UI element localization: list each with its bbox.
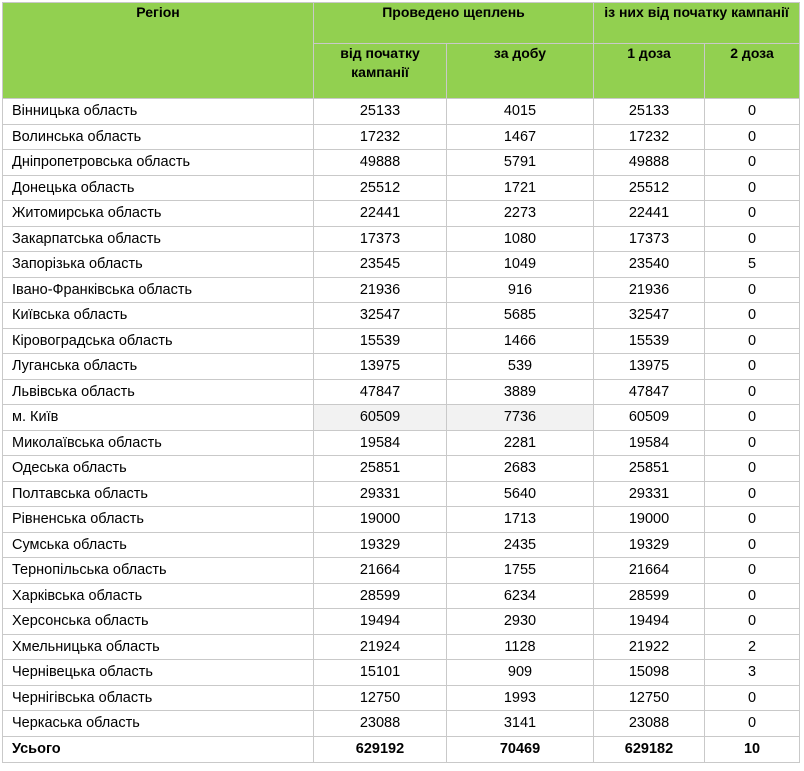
cell-dose-1: 21936 [594, 277, 705, 303]
table-body [3, 99, 800, 737]
cell-dose-1: 47847 [594, 379, 705, 405]
total-per-day: 70469 [447, 736, 594, 762]
cell-region: Кіровоградська область [3, 328, 314, 354]
cell-per-day: 4015 [447, 99, 594, 125]
cell-per-day: 2281 [447, 430, 594, 456]
table-row [3, 430, 800, 456]
cell-dose-2: 0 [705, 303, 800, 329]
cell-dose-1: 12750 [594, 685, 705, 711]
cell-dose-2: 0 [705, 558, 800, 584]
table-row [3, 175, 800, 201]
cell-dose-1: 22441 [594, 201, 705, 227]
cell-region: Харківська область [3, 583, 314, 609]
cell-region: Луганська область [3, 354, 314, 380]
cell-per-day: 1721 [447, 175, 594, 201]
total-since-start: 629192 [314, 736, 447, 762]
cell-dose-2: 5 [705, 252, 800, 278]
cell-per-day: 5791 [447, 150, 594, 176]
cell-region: м. Київ [3, 405, 314, 431]
table-row [3, 660, 800, 686]
cell-dose-2: 0 [705, 481, 800, 507]
cell-per-day: 3141 [447, 711, 594, 737]
cell-region: Запорізька область [3, 252, 314, 278]
cell-region: Чернігівська область [3, 685, 314, 711]
cell-since-start: 25851 [314, 456, 447, 482]
total-dose-1: 629182 [594, 736, 705, 762]
cell-since-start: 17373 [314, 226, 447, 252]
header-region: Регіон [3, 3, 314, 99]
cell-since-start: 23088 [314, 711, 447, 737]
cell-since-start: 25133 [314, 99, 447, 125]
cell-region: Івано-Франківська область [3, 277, 314, 303]
cell-region: Тернопільська область [3, 558, 314, 584]
cell-since-start: 15101 [314, 660, 447, 686]
cell-region: Одеська область [3, 456, 314, 482]
header-dose-1: 1 доза [594, 44, 705, 99]
cell-dose-2: 0 [705, 532, 800, 558]
cell-dose-2: 0 [705, 175, 800, 201]
cell-region: Миколаївська область [3, 430, 314, 456]
cell-per-day: 3889 [447, 379, 594, 405]
table-row [3, 99, 800, 125]
header-per-day: за добу [447, 44, 594, 99]
cell-dose-2: 0 [705, 405, 800, 431]
cell-per-day: 2273 [447, 201, 594, 227]
table-row [3, 685, 800, 711]
cell-per-day: 1755 [447, 558, 594, 584]
cell-dose-2: 0 [705, 711, 800, 737]
table-row [3, 456, 800, 482]
cell-dose-1: 19329 [594, 532, 705, 558]
cell-per-day: 7736 [447, 405, 594, 431]
cell-dose-1: 19000 [594, 507, 705, 533]
cell-dose-1: 25133 [594, 99, 705, 125]
table-row [3, 609, 800, 635]
total-row [3, 736, 800, 762]
cell-per-day: 1713 [447, 507, 594, 533]
header-conducted: Проведено щеплень [314, 3, 594, 44]
total-dose-2: 10 [705, 736, 800, 762]
cell-region: Черкаська область [3, 711, 314, 737]
cell-per-day: 5685 [447, 303, 594, 329]
cell-dose-1: 25851 [594, 456, 705, 482]
cell-per-day: 1080 [447, 226, 594, 252]
cell-dose-1: 32547 [594, 303, 705, 329]
total-region: Усього [3, 736, 314, 762]
cell-per-day: 539 [447, 354, 594, 380]
cell-since-start: 21924 [314, 634, 447, 660]
table-row [3, 124, 800, 150]
cell-region: Закарпатська область [3, 226, 314, 252]
cell-since-start: 17232 [314, 124, 447, 150]
cell-dose-1: 13975 [594, 354, 705, 380]
cell-dose-1: 60509 [594, 405, 705, 431]
table-row [3, 379, 800, 405]
cell-region: Донецька область [3, 175, 314, 201]
cell-dose-2: 0 [705, 201, 800, 227]
cell-per-day: 1466 [447, 328, 594, 354]
cell-per-day: 1049 [447, 252, 594, 278]
cell-dose-2: 0 [705, 583, 800, 609]
table-row [3, 532, 800, 558]
header-dose-2: 2 доза [705, 44, 800, 99]
cell-dose-2: 0 [705, 430, 800, 456]
cell-dose-1: 19584 [594, 430, 705, 456]
header-row-top [3, 3, 800, 44]
cell-dose-1: 49888 [594, 150, 705, 176]
cell-since-start: 22441 [314, 201, 447, 227]
table-row [3, 405, 800, 431]
table-row [3, 252, 800, 278]
header-since-start-group: із них від початку кампанії [594, 3, 800, 44]
cell-since-start: 19494 [314, 609, 447, 635]
cell-since-start: 13975 [314, 354, 447, 380]
cell-per-day: 909 [447, 660, 594, 686]
cell-since-start: 49888 [314, 150, 447, 176]
cell-dose-2: 0 [705, 328, 800, 354]
cell-region: Херсонська область [3, 609, 314, 635]
cell-dose-2: 3 [705, 660, 800, 686]
cell-since-start: 15539 [314, 328, 447, 354]
table-row [3, 226, 800, 252]
cell-region: Сумська область [3, 532, 314, 558]
table-row [3, 277, 800, 303]
cell-since-start: 25512 [314, 175, 447, 201]
cell-per-day: 6234 [447, 583, 594, 609]
cell-per-day: 1128 [447, 634, 594, 660]
table-row [3, 634, 800, 660]
cell-dose-2: 2 [705, 634, 800, 660]
cell-region: Львівська область [3, 379, 314, 405]
cell-per-day: 1467 [447, 124, 594, 150]
cell-since-start: 23545 [314, 252, 447, 278]
cell-region: Київська область [3, 303, 314, 329]
table-row [3, 711, 800, 737]
cell-per-day: 2930 [447, 609, 594, 635]
cell-since-start: 21664 [314, 558, 447, 584]
cell-since-start: 19329 [314, 532, 447, 558]
table-row [3, 481, 800, 507]
table-row [3, 583, 800, 609]
cell-dose-1: 28599 [594, 583, 705, 609]
cell-dose-2: 0 [705, 609, 800, 635]
cell-region: Дніпропетровська область [3, 150, 314, 176]
cell-dose-2: 0 [705, 226, 800, 252]
cell-since-start: 60509 [314, 405, 447, 431]
cell-dose-2: 0 [705, 456, 800, 482]
header-since-start: від початку кампанії [314, 44, 447, 99]
cell-dose-1: 29331 [594, 481, 705, 507]
table-row [3, 354, 800, 380]
cell-since-start: 28599 [314, 583, 447, 609]
cell-dose-2: 0 [705, 379, 800, 405]
cell-since-start: 47847 [314, 379, 447, 405]
table-row [3, 328, 800, 354]
cell-dose-2: 0 [705, 150, 800, 176]
cell-dose-1: 15539 [594, 328, 705, 354]
cell-region: Чернівецька область [3, 660, 314, 686]
cell-dose-2: 0 [705, 685, 800, 711]
cell-region: Вінницька область [3, 99, 314, 125]
cell-dose-1: 23540 [594, 252, 705, 278]
cell-since-start: 19000 [314, 507, 447, 533]
cell-dose-2: 0 [705, 124, 800, 150]
cell-since-start: 19584 [314, 430, 447, 456]
cell-per-day: 5640 [447, 481, 594, 507]
cell-since-start: 32547 [314, 303, 447, 329]
table-row [3, 150, 800, 176]
table-row [3, 303, 800, 329]
cell-region: Хмельницька область [3, 634, 314, 660]
cell-per-day: 2435 [447, 532, 594, 558]
cell-since-start: 12750 [314, 685, 447, 711]
table-row [3, 507, 800, 533]
cell-dose-1: 19494 [594, 609, 705, 635]
cell-region: Полтавська область [3, 481, 314, 507]
cell-dose-1: 17373 [594, 226, 705, 252]
cell-region: Рівненська область [3, 507, 314, 533]
cell-region: Волинська область [3, 124, 314, 150]
cell-region: Житомирська область [3, 201, 314, 227]
cell-since-start: 21936 [314, 277, 447, 303]
cell-dose-1: 21922 [594, 634, 705, 660]
table-row [3, 558, 800, 584]
cell-dose-1: 15098 [594, 660, 705, 686]
cell-dose-2: 0 [705, 507, 800, 533]
cell-dose-2: 0 [705, 277, 800, 303]
vaccination-table [2, 2, 800, 763]
cell-per-day: 1993 [447, 685, 594, 711]
table-row [3, 201, 800, 227]
cell-dose-1: 23088 [594, 711, 705, 737]
cell-dose-1: 17232 [594, 124, 705, 150]
cell-dose-1: 25512 [594, 175, 705, 201]
cell-per-day: 2683 [447, 456, 594, 482]
cell-dose-2: 0 [705, 354, 800, 380]
cell-dose-2: 0 [705, 99, 800, 125]
cell-dose-1: 21664 [594, 558, 705, 584]
cell-since-start: 29331 [314, 481, 447, 507]
cell-per-day: 916 [447, 277, 594, 303]
